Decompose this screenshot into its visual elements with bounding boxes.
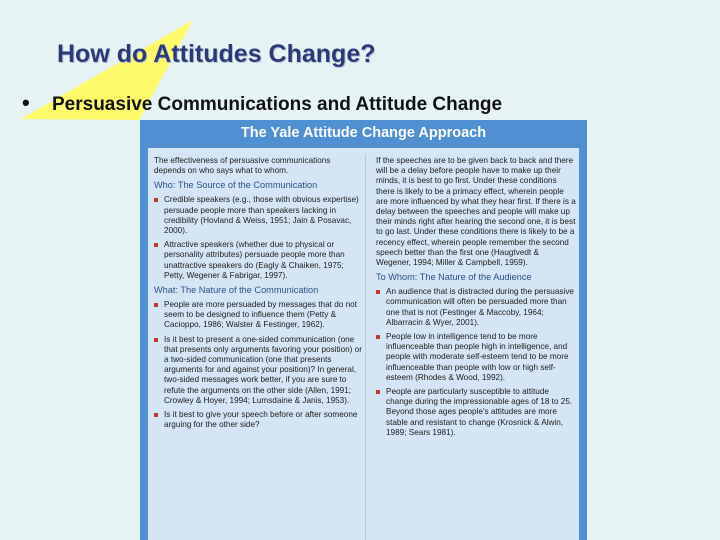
who-heading: Who: The Source of the Communication bbox=[154, 180, 318, 191]
slide-title: How do Attitudes Change? bbox=[57, 40, 376, 68]
what-heading: What: The Nature of the Communication bbox=[154, 285, 319, 296]
panel-header: The Yale Attitude Change Approach bbox=[240, 125, 487, 141]
slide-bullet bbox=[22, 90, 502, 116]
list-item: People are particularly susceptible to attitude change during the impressionable ages of 18 to 25. Beyond those ages people's attitudes are more stable and resistant to change (Krosnick & Alwin, 1989; Sears 1981). bbox=[376, 387, 576, 438]
list-item: Is it best to present a one-sided communication (one that presents only arguments favoring your position) or a two-sided communication (one that presents arguments for and against your position)? In general, two-sided messages work better, if you are sure to refute the arguments on the other side (Allen, 1991; Crowley & Hoyer, 1994; Lumsdaine & Janis, 1953). bbox=[154, 335, 362, 406]
list-item: Is it best to give your speech before or after someone arguing for the other side? bbox=[154, 410, 362, 430]
intro-text: The effectiveness of persuasive communications depends on who says what to whom. bbox=[154, 156, 331, 176]
list-item: Credible speakers (e.g., those with obvious expertise) persuade people more than speakers lacking in credibility (Hovland & Weiss, 1951; Jain & Posavac, 2000). bbox=[154, 195, 362, 236]
list-item: Attractive speakers (whether due to physical or personality attributes) persuade people more than unattractive speakers do (Eagly & Chaiken, 1975; Petty, Wegener & Fabrigar, 1997). bbox=[154, 240, 362, 281]
bullet-dot: • bbox=[22, 90, 30, 115]
left-column bbox=[154, 156, 362, 434]
list-item: People are more persuaded by messages that do not seem to be designed to influence them (Petty & Cacioppo, 1986; Walster & Festinger, 1962). bbox=[154, 300, 362, 331]
yale-approach-panel bbox=[140, 120, 587, 540]
panel-body bbox=[148, 148, 579, 540]
bullet-text: Persuasive Communications and Attitude Change bbox=[52, 94, 503, 115]
list-item: People low in intelligence tend to be more influenceable than people high in intelligence, and people with moderate self-esteem tend to be more influenceable than people with low or high self-esteem (Rhodes & Wood, 1992). bbox=[376, 332, 576, 383]
column-divider bbox=[365, 154, 366, 540]
list-item: An audience that is distracted during the persuasive communication will often be persuaded more than one that is not (Festinger & Maccoby, 1964; Albarracin & Wyer, 2001). bbox=[376, 287, 576, 328]
continued-text: If the speeches are to be given back to back and there will be a delay before people have to make up their minds, it is best to go first. Under these conditions there is likely to be a primacy effect, wherein people are more influenced by what they hear first. If there is a delay between the speeches and people will make up their minds right after hearing the second one, it is best to go last. Under these conditions there is likely to be a recency effect, wherein people remember the second speech better than the first one (Haugtvedt & Wegener, 1994; Miller & Campbell, 1959). bbox=[376, 156, 576, 268]
right-column bbox=[376, 156, 576, 442]
whom-heading: To Whom: The Nature of the Audience bbox=[376, 272, 532, 283]
